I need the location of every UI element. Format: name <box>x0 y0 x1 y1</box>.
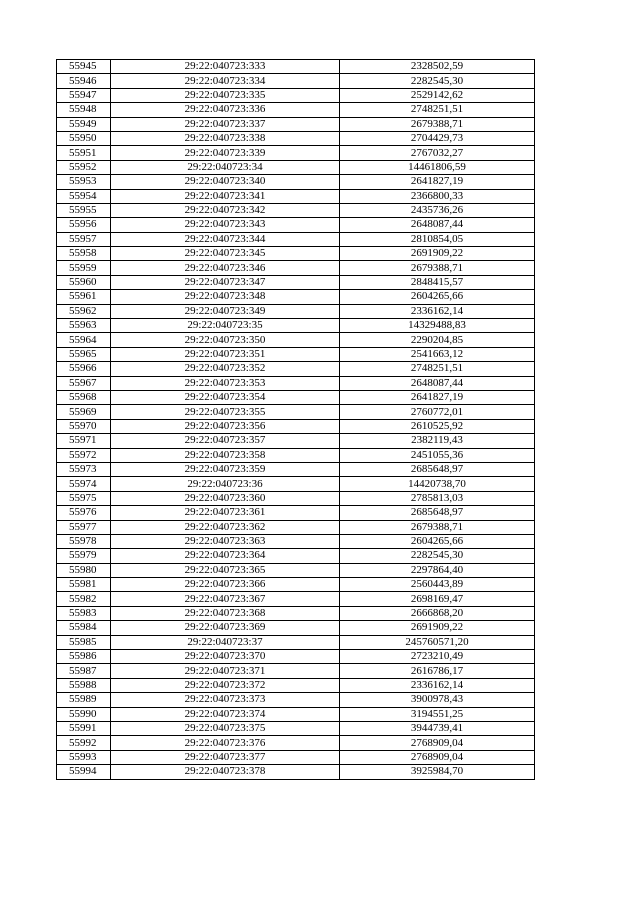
row-number-cell: 55963 <box>57 319 111 333</box>
row-number-cell: 55993 <box>57 750 111 764</box>
cadastral-value-cell: 2616786,17 <box>340 664 535 678</box>
table-row <box>57 218 535 232</box>
table-row <box>57 736 535 750</box>
row-number-cell: 55948 <box>57 103 111 117</box>
row-number-cell: 55992 <box>57 736 111 750</box>
cadastral-number-cell: 29:22:040723:341 <box>111 189 340 203</box>
row-number-cell: 55982 <box>57 592 111 606</box>
table-row <box>57 88 535 102</box>
cadastral-number-cell: 29:22:040723:338 <box>111 131 340 145</box>
cadastral-number-cell: 29:22:040723:352 <box>111 362 340 376</box>
row-number-cell: 55971 <box>57 434 111 448</box>
table-row <box>57 333 535 347</box>
cadastral-number-cell: 29:22:040723:362 <box>111 520 340 534</box>
cadastral-number-cell: 29:22:040723:347 <box>111 275 340 289</box>
cadastral-number-cell: 29:22:040723:343 <box>111 218 340 232</box>
table-row <box>57 606 535 620</box>
cadastral-value-cell: 2529142,62 <box>340 88 535 102</box>
cadastral-value-cell: 2604265,66 <box>340 290 535 304</box>
table-row <box>57 650 535 664</box>
cadastral-value-cell: 2336162,14 <box>340 678 535 692</box>
table-row <box>57 232 535 246</box>
cadastral-number-cell: 29:22:040723:359 <box>111 462 340 476</box>
table-row <box>57 189 535 203</box>
table-row <box>57 405 535 419</box>
row-number-cell: 55953 <box>57 175 111 189</box>
row-number-cell: 55958 <box>57 247 111 261</box>
row-number-cell: 55950 <box>57 131 111 145</box>
row-number-cell: 55974 <box>57 477 111 491</box>
row-number-cell: 55955 <box>57 203 111 217</box>
cadastral-value-cell: 2541663,12 <box>340 347 535 361</box>
cadastral-number-cell: 29:22:040723:333 <box>111 60 340 74</box>
cadastral-number-cell: 29:22:040723:361 <box>111 506 340 520</box>
table-row <box>57 376 535 390</box>
cadastral-value-cell: 2848415,57 <box>340 275 535 289</box>
cadastral-value-cell: 2685648,97 <box>340 506 535 520</box>
cadastral-number-cell: 29:22:040723:366 <box>111 578 340 592</box>
cadastral-number-cell: 29:22:040723:334 <box>111 74 340 88</box>
table-row <box>57 664 535 678</box>
row-number-cell: 55949 <box>57 117 111 131</box>
table-row <box>57 290 535 304</box>
cadastral-number-cell: 29:22:040723:34 <box>111 160 340 174</box>
table-row <box>57 160 535 174</box>
cadastral-value-cell: 2785813,03 <box>340 491 535 505</box>
table-row <box>57 117 535 131</box>
cadastral-number-cell: 29:22:040723:371 <box>111 664 340 678</box>
row-number-cell: 55994 <box>57 765 111 779</box>
cadastral-number-cell: 29:22:040723:349 <box>111 304 340 318</box>
cadastral-number-cell: 29:22:040723:339 <box>111 146 340 160</box>
cadastral-value-cell: 14461806,59 <box>340 160 535 174</box>
cadastral-value-cell: 2679388,71 <box>340 261 535 275</box>
cadastral-value-cell: 2648087,44 <box>340 376 535 390</box>
cadastral-number-cell: 29:22:040723:376 <box>111 736 340 750</box>
row-number-cell: 55979 <box>57 549 111 563</box>
cadastral-number-cell: 29:22:040723:335 <box>111 88 340 102</box>
row-number-cell: 55954 <box>57 189 111 203</box>
cadastral-number-cell: 29:22:040723:369 <box>111 621 340 635</box>
cadastral-number-cell: 29:22:040723:337 <box>111 117 340 131</box>
row-number-cell: 55981 <box>57 578 111 592</box>
cadastral-number-cell: 29:22:040723:373 <box>111 693 340 707</box>
table-row <box>57 578 535 592</box>
cadastral-value-cell: 2691909,22 <box>340 247 535 261</box>
cadastral-value-cell: 2282545,30 <box>340 74 535 88</box>
table-row <box>57 549 535 563</box>
cadastral-value-cell: 2560443,89 <box>340 578 535 592</box>
table-row <box>57 175 535 189</box>
row-number-cell: 55951 <box>57 146 111 160</box>
row-number-cell: 55967 <box>57 376 111 390</box>
row-number-cell: 55964 <box>57 333 111 347</box>
table-row <box>57 750 535 764</box>
row-number-cell: 55988 <box>57 678 111 692</box>
cadastral-value-cell: 14420738,70 <box>340 477 535 491</box>
cadastral-value-cell: 2641827,19 <box>340 175 535 189</box>
row-number-cell: 55970 <box>57 419 111 433</box>
cadastral-value-cell: 2451055,36 <box>340 448 535 462</box>
table-row <box>57 635 535 649</box>
cadastral-value-cell: 2382119,43 <box>340 434 535 448</box>
row-number-cell: 55972 <box>57 448 111 462</box>
table-row <box>57 390 535 404</box>
table-row <box>57 146 535 160</box>
row-number-cell: 55973 <box>57 462 111 476</box>
cadastral-value-cell: 2768909,04 <box>340 750 535 764</box>
cadastral-value-cell: 2810854,05 <box>340 232 535 246</box>
table-row <box>57 506 535 520</box>
table-body <box>57 60 535 780</box>
row-number-cell: 55957 <box>57 232 111 246</box>
table-row <box>57 74 535 88</box>
table-row <box>57 362 535 376</box>
cadastral-value-cell: 2704429,73 <box>340 131 535 145</box>
cadastral-number-cell: 29:22:040723:35 <box>111 319 340 333</box>
table-row <box>57 131 535 145</box>
cadastral-value-cell: 2748251,51 <box>340 362 535 376</box>
cadastral-value-cell: 245760571,20 <box>340 635 535 649</box>
table-row <box>57 419 535 433</box>
row-number-cell: 55989 <box>57 693 111 707</box>
row-number-cell: 55984 <box>57 621 111 635</box>
cadastral-number-cell: 29:22:040723:358 <box>111 448 340 462</box>
row-number-cell: 55986 <box>57 650 111 664</box>
cadastral-value-cell: 2748251,51 <box>340 103 535 117</box>
table-row <box>57 462 535 476</box>
row-number-cell: 55975 <box>57 491 111 505</box>
cadastral-value-cell: 3944739,41 <box>340 721 535 735</box>
table-row <box>57 477 535 491</box>
cadastral-number-cell: 29:22:040723:355 <box>111 405 340 419</box>
row-number-cell: 55987 <box>57 664 111 678</box>
cadastral-number-cell: 29:22:040723:370 <box>111 650 340 664</box>
table-row <box>57 491 535 505</box>
row-number-cell: 55952 <box>57 160 111 174</box>
cadastral-value-cell: 2641827,19 <box>340 390 535 404</box>
table-row <box>57 563 535 577</box>
cadastral-number-cell: 29:22:040723:375 <box>111 721 340 735</box>
row-number-cell: 55978 <box>57 534 111 548</box>
row-number-cell: 55980 <box>57 563 111 577</box>
cadastral-value-cell: 2297864,40 <box>340 563 535 577</box>
cadastral-number-cell: 29:22:040723:378 <box>111 765 340 779</box>
table-row <box>57 434 535 448</box>
table-row <box>57 534 535 548</box>
cadastral-value-cell: 2610525,92 <box>340 419 535 433</box>
cadastral-number-cell: 29:22:040723:345 <box>111 247 340 261</box>
cadastral-value-cell: 2282545,30 <box>340 549 535 563</box>
cadastral-number-cell: 29:22:040723:357 <box>111 434 340 448</box>
table-row <box>57 678 535 692</box>
row-number-cell: 55985 <box>57 635 111 649</box>
cadastral-number-cell: 29:22:040723:364 <box>111 549 340 563</box>
cadastral-number-cell: 29:22:040723:368 <box>111 606 340 620</box>
cadastral-value-cell: 3194551,25 <box>340 707 535 721</box>
table-row <box>57 261 535 275</box>
cadastral-number-cell: 29:22:040723:336 <box>111 103 340 117</box>
row-number-cell: 55968 <box>57 390 111 404</box>
cadastral-value-cell: 2328502,59 <box>340 60 535 74</box>
row-number-cell: 55945 <box>57 60 111 74</box>
cadastral-value-cell: 2648087,44 <box>340 218 535 232</box>
cadastral-value-cell: 3900978,43 <box>340 693 535 707</box>
table-row <box>57 621 535 635</box>
row-number-cell: 55990 <box>57 707 111 721</box>
cadastral-value-cell: 2760772,01 <box>340 405 535 419</box>
cadastral-number-cell: 29:22:040723:344 <box>111 232 340 246</box>
table-row <box>57 520 535 534</box>
cadastral-value-cell: 2685648,97 <box>340 462 535 476</box>
table-row <box>57 319 535 333</box>
table-row <box>57 347 535 361</box>
row-number-cell: 55966 <box>57 362 111 376</box>
table-row <box>57 203 535 217</box>
cadastral-number-cell: 29:22:040723:351 <box>111 347 340 361</box>
row-number-cell: 55946 <box>57 74 111 88</box>
cadastral-number-cell: 29:22:040723:353 <box>111 376 340 390</box>
cadastral-number-cell: 29:22:040723:37 <box>111 635 340 649</box>
cadastral-number-cell: 29:22:040723:377 <box>111 750 340 764</box>
cadastral-value-cell: 2691909,22 <box>340 621 535 635</box>
cadastral-value-cell: 2767032,27 <box>340 146 535 160</box>
cadastral-value-cell: 2768909,04 <box>340 736 535 750</box>
cadastral-number-cell: 29:22:040723:360 <box>111 491 340 505</box>
cadastral-value-cell: 3925984,70 <box>340 765 535 779</box>
cadastral-number-cell: 29:22:040723:36 <box>111 477 340 491</box>
cadastral-number-cell: 29:22:040723:356 <box>111 419 340 433</box>
cadastral-value-cell: 2666868,20 <box>340 606 535 620</box>
cadastral-number-cell: 29:22:040723:342 <box>111 203 340 217</box>
cadastral-number-cell: 29:22:040723:372 <box>111 678 340 692</box>
cadastral-value-cell: 2604265,66 <box>340 534 535 548</box>
cadastral-number-cell: 29:22:040723:354 <box>111 390 340 404</box>
cadastral-value-cell: 2679388,71 <box>340 117 535 131</box>
row-number-cell: 55965 <box>57 347 111 361</box>
table-row <box>57 721 535 735</box>
cadastral-value-cell: 2435736,26 <box>340 203 535 217</box>
row-number-cell: 55959 <box>57 261 111 275</box>
table-row <box>57 592 535 606</box>
cadastral-value-table <box>56 59 535 780</box>
cadastral-number-cell: 29:22:040723:367 <box>111 592 340 606</box>
row-number-cell: 55976 <box>57 506 111 520</box>
table-row <box>57 60 535 74</box>
table-row <box>57 707 535 721</box>
cadastral-value-cell: 2290204,85 <box>340 333 535 347</box>
table-row <box>57 103 535 117</box>
row-number-cell: 55947 <box>57 88 111 102</box>
table-row <box>57 304 535 318</box>
cadastral-value-cell: 2723210,49 <box>340 650 535 664</box>
row-number-cell: 55969 <box>57 405 111 419</box>
cadastral-number-cell: 29:22:040723:365 <box>111 563 340 577</box>
row-number-cell: 55960 <box>57 275 111 289</box>
cadastral-number-cell: 29:22:040723:340 <box>111 175 340 189</box>
row-number-cell: 55991 <box>57 721 111 735</box>
cadastral-number-cell: 29:22:040723:346 <box>111 261 340 275</box>
cadastral-number-cell: 29:22:040723:350 <box>111 333 340 347</box>
row-number-cell: 55956 <box>57 218 111 232</box>
cadastral-value-cell: 2336162,14 <box>340 304 535 318</box>
table-row <box>57 765 535 779</box>
row-number-cell: 55977 <box>57 520 111 534</box>
cadastral-number-cell: 29:22:040723:374 <box>111 707 340 721</box>
cadastral-value-cell: 2679388,71 <box>340 520 535 534</box>
row-number-cell: 55961 <box>57 290 111 304</box>
table-row <box>57 275 535 289</box>
cadastral-value-cell: 2698169,47 <box>340 592 535 606</box>
table-row <box>57 448 535 462</box>
cadastral-number-cell: 29:22:040723:348 <box>111 290 340 304</box>
table-row <box>57 247 535 261</box>
cadastral-value-cell: 14329488,83 <box>340 319 535 333</box>
cadastral-number-cell: 29:22:040723:363 <box>111 534 340 548</box>
row-number-cell: 55962 <box>57 304 111 318</box>
table-row <box>57 693 535 707</box>
row-number-cell: 55983 <box>57 606 111 620</box>
cadastral-value-cell: 2366800,33 <box>340 189 535 203</box>
